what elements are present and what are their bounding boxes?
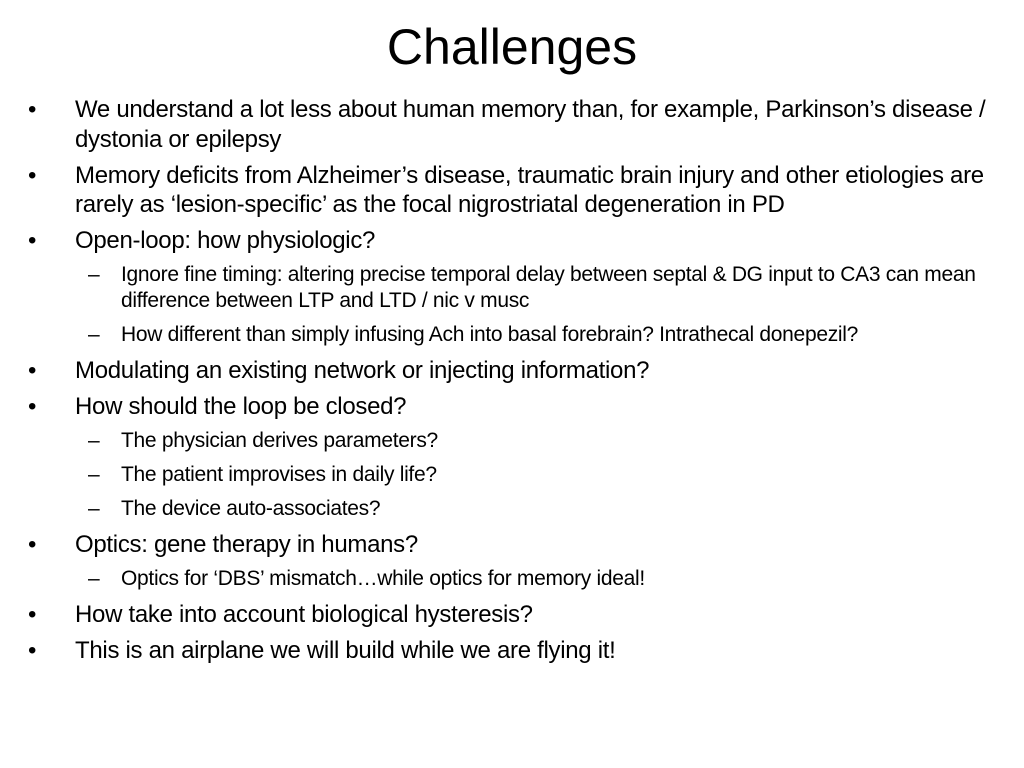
dash-icon: – (88, 323, 100, 346)
sub-bullet-item (28, 566, 988, 592)
dash-icon: – (88, 263, 100, 286)
bullet-text: How take into account biological hysteresis? (75, 601, 533, 628)
dash-icon: – (88, 497, 100, 520)
dash-icon: – (88, 567, 100, 590)
bullet-icon: • (28, 96, 37, 123)
bullet-icon: • (28, 637, 37, 664)
bullet-item (28, 636, 988, 666)
sub-bullet-text: The patient improvises in daily life? (121, 463, 437, 486)
sub-bullet-text: The physician derives parameters? (121, 429, 438, 452)
bullet-text: How should the loop be closed? (75, 393, 407, 420)
sub-bullet-text: Optics for ‘DBS’ mismatch…while optics for memory ideal! (121, 567, 645, 590)
bullet-item (28, 600, 988, 630)
bullet-text: Optics: gene therapy in humans? (75, 531, 418, 558)
sub-bullet-item (28, 496, 988, 522)
bullet-item (28, 226, 988, 256)
bullet-item (28, 530, 988, 560)
bullet-text: Open-loop: how physiologic? (75, 227, 376, 254)
bullet-text: Modulating an existing network or injecting information? (75, 357, 650, 384)
slide-title: Challenges (386, 19, 638, 75)
bullet-icon: • (28, 227, 37, 254)
dash-icon: – (88, 429, 100, 452)
sub-bullet-item (28, 462, 988, 488)
sub-bullet-item (28, 262, 988, 314)
sub-bullet-text: Ignore fine timing: altering precise temporal delay between septal & DG input to CA3 can mean difference between LTP and LTD / nic v musc (121, 263, 976, 312)
bullet-text: Memory deficits from Alzheimer’s disease, traumatic brain injury and other etiologies are rarely as ‘lesion-specific’ as the focal nigrostriatal degeneration in PD (75, 161, 984, 218)
sub-bullet-text: How different than simply infusing Ach into basal forebrain? Intrathecal donepezil? (121, 323, 859, 346)
dash-icon: – (88, 463, 100, 486)
bullet-item (28, 392, 988, 422)
bullet-item (28, 161, 988, 220)
bullet-text: We understand a lot less about human memory than, for example, Parkinson’s disease / dystonia or epilepsy (75, 96, 986, 153)
bullet-item (28, 356, 988, 386)
bullet-icon: • (28, 531, 37, 558)
bullet-list (28, 95, 988, 672)
bullet-item (28, 95, 988, 154)
bullet-icon: • (28, 601, 37, 628)
bullet-icon: • (28, 357, 37, 384)
bullet-icon: • (28, 161, 37, 189)
bullet-text: This is an airplane we will build while we are flying it! (75, 637, 616, 664)
bullet-icon: • (28, 393, 37, 420)
sub-bullet-item (28, 322, 988, 348)
sub-bullet-text: The device auto-associates? (121, 497, 381, 520)
sub-bullet-item (28, 428, 988, 454)
